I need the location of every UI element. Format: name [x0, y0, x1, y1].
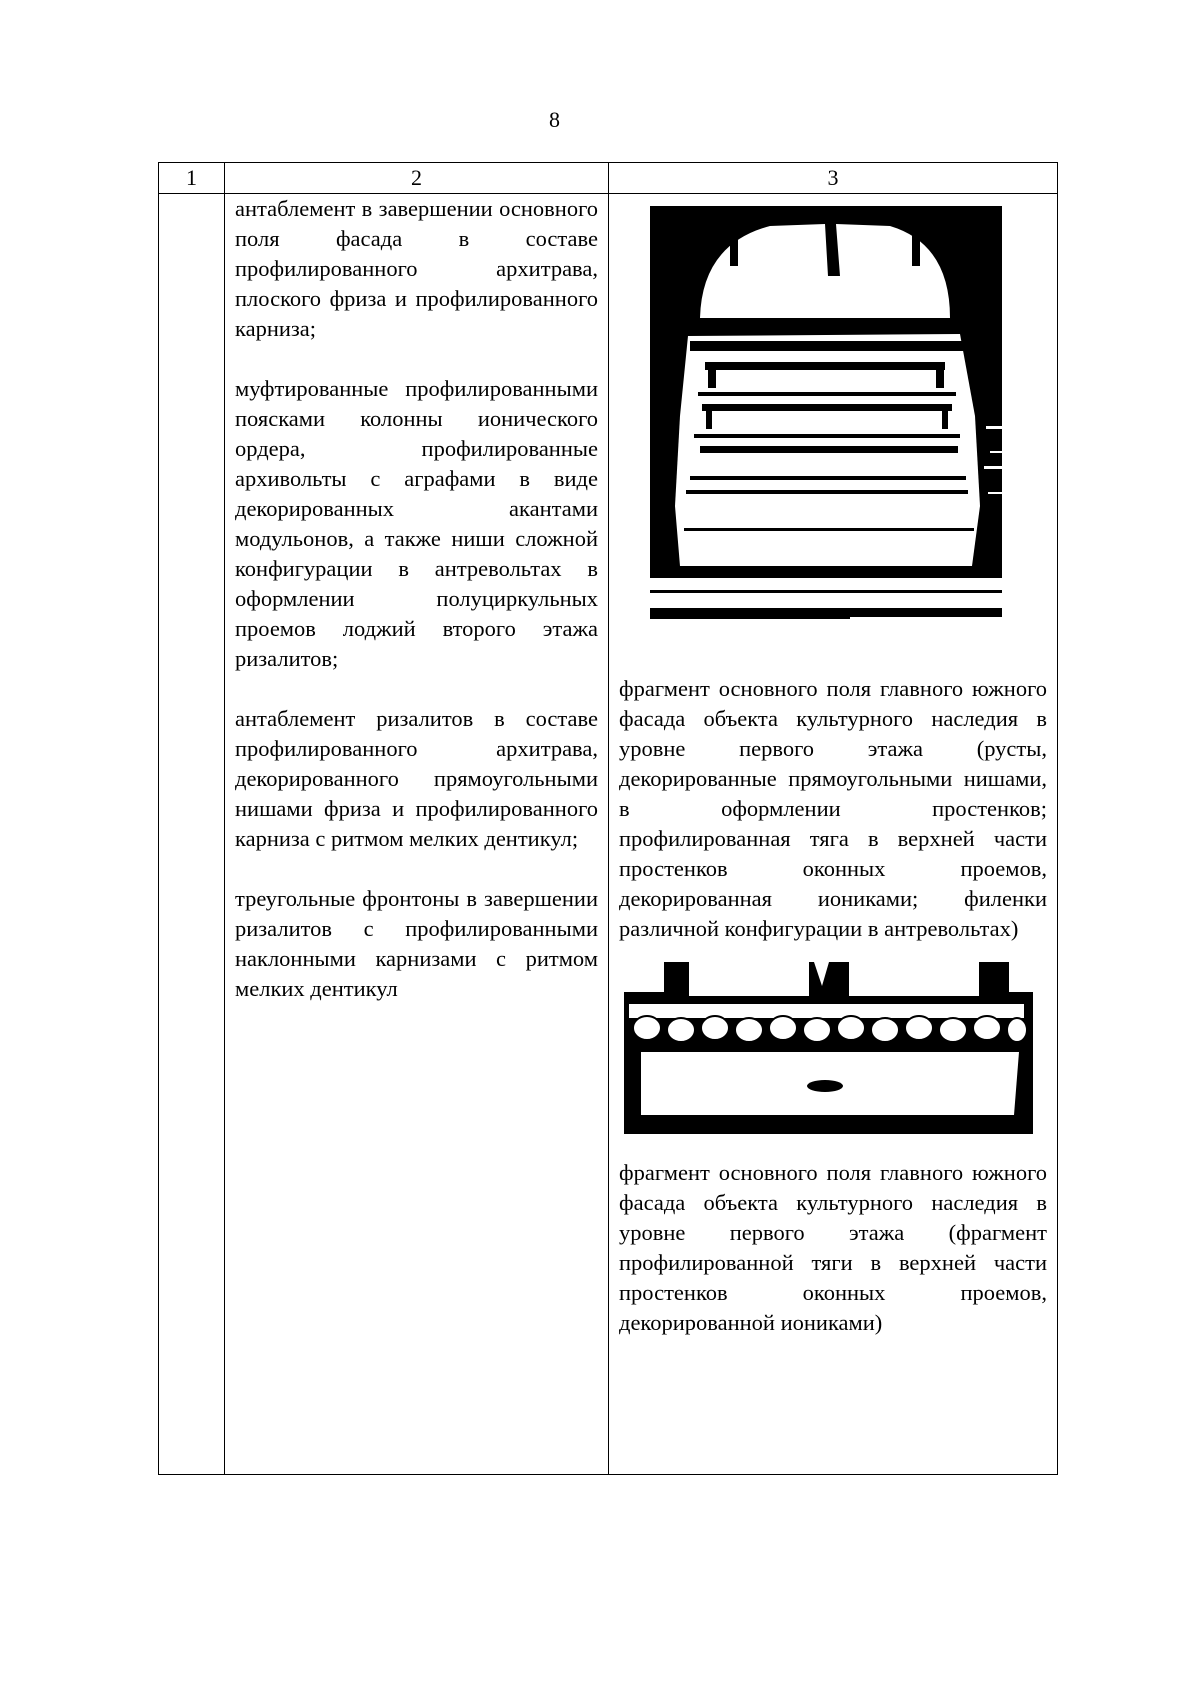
table-header-row [159, 163, 1058, 194]
heritage-elements-table [158, 162, 1058, 1475]
element-paragraph: муфтированные профилированными поясками колонны ионического ордера, профилированные архивольты с аграфами в виде декорированных акантами модульонов, а также ниши сложной конфигурации в антревольтах в оформлении полуциркульных проемов лоджий второго этажа ризалитов; [235, 376, 598, 671]
header-cell-1: 1 [159, 163, 225, 194]
ionic-molding-fragment-photo [619, 960, 1048, 1140]
photo-fixation-cell [609, 194, 1058, 1475]
header-cell-2: 2 [225, 163, 609, 194]
element-paragraph: треугольные фронтоны в завершении ризалитов с профилированными наклонными карнизами с ритмом мелких дентикул [235, 886, 598, 1001]
facade-rusticated-wall-photo [619, 196, 1048, 666]
page-number: 8 [549, 107, 560, 132]
row-number-cell [159, 194, 225, 1475]
table-body-row [159, 194, 1058, 1475]
photo-caption: фрагмент основного поля главного южного фасада объекта культурного наследия в уровне первого этажа (русты, декорированные прямоугольными нишами, в оформлении простенков; профилированная тяга в верхней части простенков оконных проемов, декорированная иониками; филенки различной конфигурации в антревольтах) [619, 676, 1047, 941]
element-paragraph: антаблемент в завершении основного поля фасада в составе профилированного архитрава, плоского фриза и профилированного карниза; [235, 196, 598, 341]
elements-description-cell [225, 194, 609, 1475]
photo-caption: фрагмент основного поля главного южного фасада объекта культурного наследия в уровне первого этажа (фрагмент профилированной тяги в верхней части простенков оконных проемов, декорированной иониками) [619, 1160, 1047, 1335]
header-cell-3: 3 [609, 163, 1058, 194]
element-paragraph: антаблемент ризалитов в составе профилированного архитрава, декорированного прямоугольными нишами фриза и профилированного карниза с ритмом мелких дентикул; [235, 706, 598, 851]
